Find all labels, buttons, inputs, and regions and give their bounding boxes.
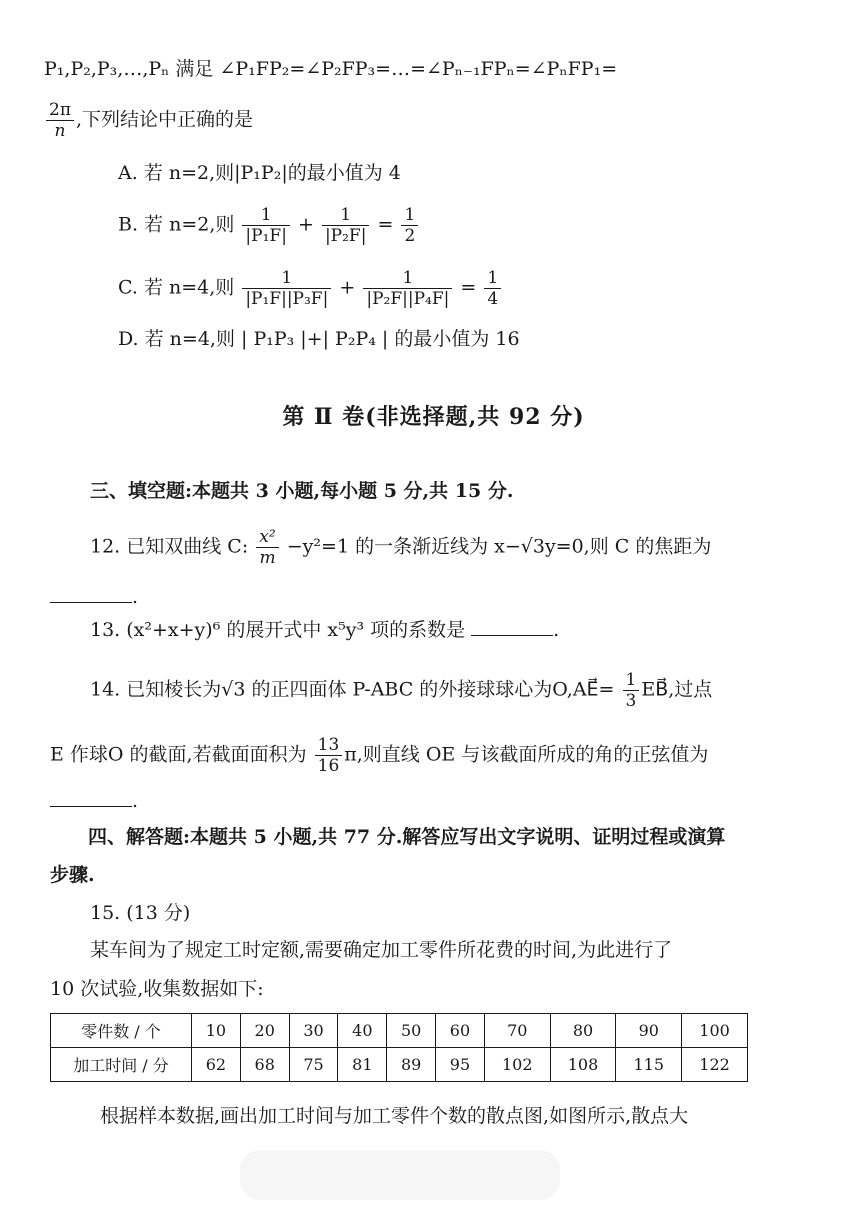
table-cell: 100 bbox=[682, 1014, 748, 1048]
table-cell: 108 bbox=[550, 1048, 616, 1082]
table-cell: 40 bbox=[338, 1014, 387, 1048]
question-14-line2: E 作球O 的截面,若截面面积为 $\frac{13}{16}$ π,则直线 OE 与该截面所成的角的正弦值为 bbox=[50, 735, 709, 776]
q11-condition-line bbox=[44, 56, 617, 82]
q12-answer-line: . bbox=[50, 584, 138, 610]
q15-data-table bbox=[50, 1013, 748, 1082]
q14-answer-blank[interactable] bbox=[50, 788, 132, 807]
q11-condition-text: P₁,P₂,P₃,…,Pₙ 满足 ∠P₁FP₂=∠P₂FP₃=…=∠Pₙ₋₁FPₙ=∠PₙFP₁= bbox=[44, 58, 618, 80]
table-cell: 62 bbox=[192, 1048, 241, 1082]
question-12: 12. 已知双曲线 C: $\frac{\text{x²}}{m}$ −y²=1 的一条渐近线为 x−√3y=0,则 C 的焦距为 bbox=[90, 527, 712, 568]
table-cell: 95 bbox=[436, 1048, 485, 1082]
q12-answer-blank[interactable] bbox=[50, 584, 132, 603]
table-cell: 115 bbox=[616, 1048, 682, 1082]
table-cell: 30 bbox=[289, 1014, 338, 1048]
option-b: B. 若 n=2,则 $\frac{1}{\text{|P₁F|}}$ + $\frac{1}{\text{|P₂F|}}$ = $\frac{1}{2}$ bbox=[118, 205, 420, 246]
q11-condition-line2 bbox=[44, 100, 253, 141]
option-c: C. 若 n=4,则 $\frac{1}{\text{|P₁F||P₃F|}}$ + $\frac{1}{\text{|P₂F||P₄F|}}$ = $\frac{1}{4}$ bbox=[118, 268, 503, 309]
q14-fraction-2: $\frac{13}{16}$ bbox=[315, 735, 343, 776]
table-row bbox=[51, 1048, 748, 1082]
table-cell: 50 bbox=[387, 1014, 436, 1048]
q14-answer-line: . bbox=[50, 788, 138, 814]
option-b-fraction-3: $\frac{1}{2}$ bbox=[401, 205, 418, 246]
table-cell: 81 bbox=[338, 1048, 387, 1082]
table-cell: 122 bbox=[682, 1048, 748, 1082]
section4-header: 四、解答题:本题共 5 小题,共 77 分.解答应写出文字说明、证明过程或演算 bbox=[88, 826, 726, 848]
q11-prompt-text: ,下列结论中正确的是 bbox=[76, 108, 254, 131]
option-b-fraction-2: $\frac{1}{\text{|P₂F|}}$ bbox=[322, 205, 370, 246]
q11-angle-fraction: $\frac{2\pi}{n}$ bbox=[46, 100, 74, 141]
table-row-header: 零件数 / 个 bbox=[51, 1014, 192, 1048]
q15-paragraph: 某车间为了规定工时定额,需要确定加工零件所花费的时间,为此进行了 bbox=[90, 939, 673, 961]
section4-header-line2: 步骤. bbox=[50, 864, 95, 886]
question-13: 13. (x²+x+y)⁶ 的展开式中 x⁵y³ 项的系数是 . bbox=[90, 619, 560, 641]
option-d: D. 若 n=4,则 | P₁P₃ |+| P₂P₄ | 的最小值为 16 bbox=[118, 328, 520, 350]
table-cell: 75 bbox=[289, 1048, 338, 1082]
q15-paragraph-line2: 10 次试验,收集数据如下: bbox=[50, 978, 264, 1000]
q12-fraction: $\frac{\text{x²}}{m}$ bbox=[256, 527, 278, 568]
table-cell: 80 bbox=[550, 1014, 616, 1048]
part2-title: 第 Ⅱ 卷(非选择题,共 92 分) bbox=[282, 404, 585, 430]
table-row-header: 加工时间 / 分 bbox=[51, 1048, 192, 1082]
faded-region bbox=[240, 1150, 560, 1200]
section3-header: 三、填空题:本题共 3 小题,每小题 5 分,共 15 分. bbox=[90, 480, 514, 502]
option-c-fraction-3: $\frac{1}{4}$ bbox=[484, 268, 501, 309]
question-15-label: 15. (13 分) bbox=[90, 902, 191, 924]
q13-answer-blank[interactable] bbox=[471, 617, 553, 636]
table-cell: 10 bbox=[192, 1014, 241, 1048]
option-b-fraction-1: $\frac{1}{\text{|P₁F|}}$ bbox=[242, 205, 290, 246]
table-cell: 90 bbox=[616, 1014, 682, 1048]
table-cell: 20 bbox=[240, 1014, 289, 1048]
table-cell: 89 bbox=[387, 1048, 436, 1082]
table-cell: 60 bbox=[436, 1014, 485, 1048]
q15-after-table-text: 根据样本数据,画出加工时间与加工零件个数的散点图,如图所示,散点大 bbox=[100, 1105, 689, 1127]
table-row bbox=[51, 1014, 748, 1048]
option-c-fraction-1: $\frac{1}{\text{|P₁F||P₃F|}}$ bbox=[242, 268, 331, 309]
option-c-fraction-2: $\frac{1}{\text{|P₂F||P₄F|}}$ bbox=[363, 268, 452, 309]
option-a: A. 若 n=2,则|P₁P₂|的最小值为 4 bbox=[118, 162, 401, 184]
table-cell: 102 bbox=[484, 1048, 550, 1082]
table-cell: 70 bbox=[484, 1014, 550, 1048]
question-14: 14. 已知棱长为√3 的正四面体 P-ABC 的外接球球心为O,AE⃗= $\frac{1}{3}$ EB⃗,过点 bbox=[90, 670, 713, 711]
table-cell: 68 bbox=[240, 1048, 289, 1082]
q14-fraction-1: $\frac{1}{3}$ bbox=[623, 670, 640, 711]
